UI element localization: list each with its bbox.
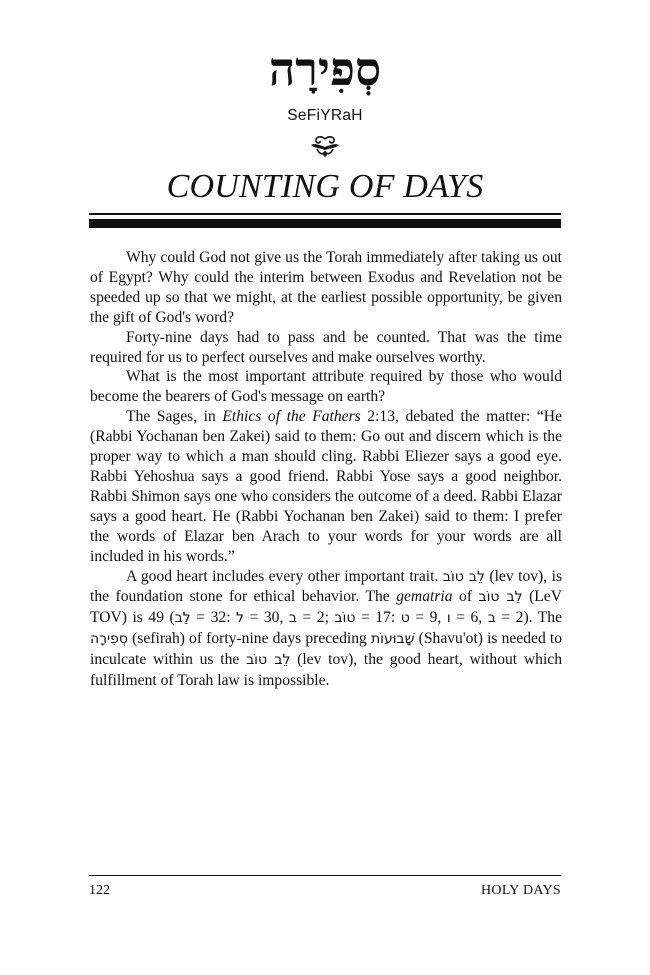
transliteration: SeFiYRaH (287, 107, 363, 124)
hebrew-bet: ב (487, 610, 496, 627)
hebrew-tet: ט (400, 610, 410, 627)
hebrew-lamed: ל (236, 610, 245, 627)
body-text (90, 248, 562, 691)
hebrew-tov: טוֹב (334, 610, 356, 627)
running-head: HOLY DAYS (481, 883, 561, 898)
hebrew-shavuot: שָׁבוּעוֹת (370, 631, 415, 648)
hebrew-lev: לֵב (174, 610, 191, 627)
hebrew-title: סְפִירָה (268, 42, 382, 96)
paragraph-3: What is the most important attribute required by those who would become the bearers of God's message on earth? (90, 368, 562, 406)
hebrew-bet: ב (288, 610, 297, 627)
hebrew-lev-tov: לֵב טוֹב (478, 589, 523, 606)
hebrew-lev-tov: לֵב טוֹב (442, 568, 485, 585)
page-number: 122 (89, 883, 110, 898)
book-title-ethics: Ethics of the Fathers (222, 408, 361, 426)
hebrew-sefirah: סְפִירָה (90, 631, 129, 648)
title-rule-thick (89, 219, 561, 228)
title-rule-thin (89, 213, 561, 215)
chapter-title: COUNTING OF DAYS (166, 168, 484, 205)
hebrew-vav: ו (446, 610, 451, 627)
footer-rule (89, 875, 561, 876)
paragraph-1: Why could God not give us the Torah immediately after taking us out of Egypt? Why could the interim between Exodus and Revelation not be speeded up so that we might, at the earliest possible opportunity, be given the gift of God's word? (90, 249, 562, 326)
paragraph-5: A good heart includes every other important trait. לֵב טוֹב (lev tov), is the foundation stone for ethical behavior. The gematria of לֵב טוֹב (LeV TOV) is 49 (לֵב = 32: ל = 30, ב = 2; טוֹב = 17: ט = 9, ו = 6, ב = 2). The סְפִירָה (sefirah) of forty-nine days preceding שָׁבוּעוֹת (Shavu'ot) is needed to inculcate within us the לֵב טוֹב (lev tov), the good heart, without which fulfillment of Torah law is impossible. (90, 567, 563, 690)
hebrew-lev-tov: לֵב טוֹב (246, 652, 291, 669)
fleuron-ornament-icon (307, 135, 343, 157)
paragraph-4: The Sages, in Ethics of the Fathers 2:13, debated the matter: “He (Rabbi Yochanan ben Zakei) said to them: Go out and discern which is the proper way to which a man should cling. Rabbi Eliezer says a good eye. Rabbi Yehoshua says a good friend. Rabbi Yose says a good neighbor. Rabbi Shimon says one who considers the outcome of a deed. Rabbi Elazar says a good heart. He (Rabbi Yochanan ben Zakei) said to them: I prefer the words of Elazar ben Arach to your words for your words are all included in his words.” (90, 408, 562, 565)
term-gematria: gematria (396, 588, 453, 606)
paragraph-2: Forty-nine days had to pass and be counted. That was the time required for us to perfect ourselves and make ourselves worthy. (90, 328, 562, 366)
